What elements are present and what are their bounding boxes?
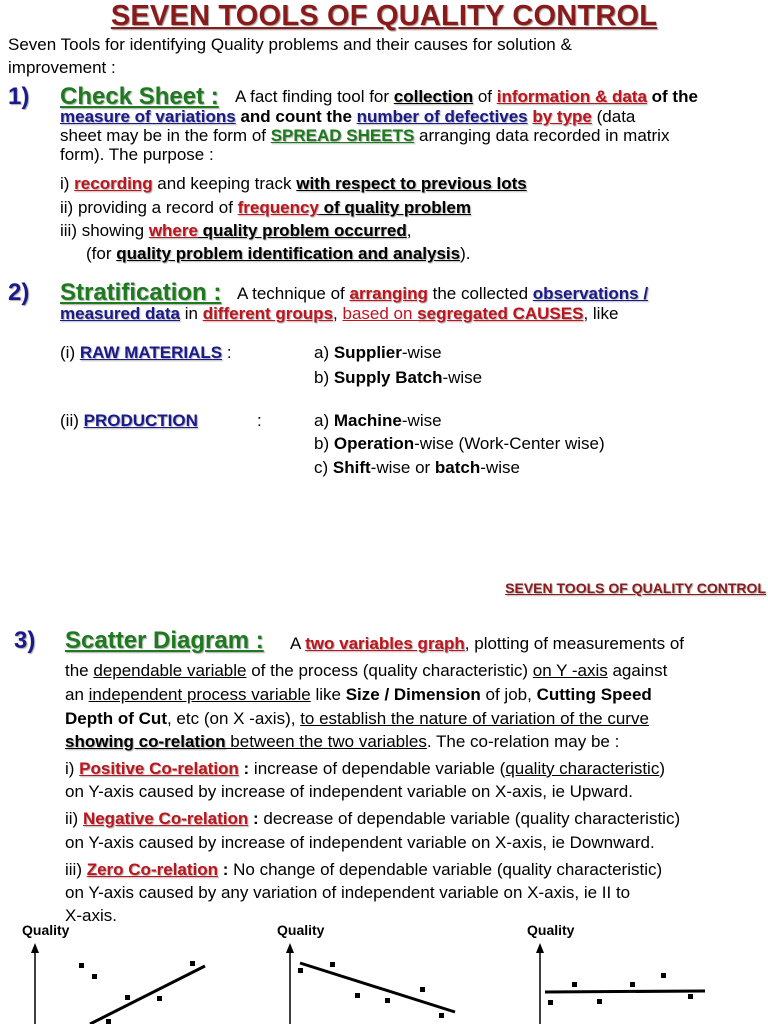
graph-3-point (688, 994, 693, 999)
graph-1-point (79, 963, 84, 968)
s1-item-2: ii) providing a record of frequency of quality problem (60, 198, 471, 217)
section-3-heading: Scatter Diagram : (65, 627, 264, 654)
graph-3-y-axis-arrow (536, 943, 544, 953)
section-3-number: 3) (14, 627, 36, 654)
graph-1-trend-line (90, 966, 205, 1024)
s3-line-1: A two variables graph, plotting of measurements of (290, 634, 685, 653)
s3-line-5: showing co-relation between the two variables. The co-relation may be : (65, 732, 620, 751)
s3-line-4: Depth of Cut, etc (on X -axis), to establish the nature of variation of the curve (65, 709, 649, 728)
graph-2-point (385, 998, 390, 1003)
s1-line-4: form). The purpose : (60, 145, 214, 164)
production-colon: : (257, 411, 262, 430)
intro-line-1: Seven Tools for identifying Quality problems and their causes for solution & (8, 35, 572, 54)
page-2-subtitle: SEVEN TOOLS OF QUALITY CONTROL (505, 580, 766, 596)
graph-2-point (355, 993, 360, 998)
graph-3-point (548, 1000, 553, 1005)
intro-line-2: improvement : (8, 58, 116, 77)
s1-line-1: A fact finding tool for collection of information & data of the (235, 87, 698, 106)
s2-line-1: A technique of arranging the collected observations / (237, 284, 649, 303)
section-2-heading: Stratification : (60, 279, 222, 306)
graph-2-point (439, 1013, 444, 1018)
s2-line-2: measured data in different groups, based on segregated CAUSES, like (60, 304, 619, 323)
graph-3-point (597, 999, 602, 1004)
production-item-b: b) Operation-wise (Work-Center wise) (314, 434, 605, 453)
zero-corelation-line-1: iii) Zero Co-relation : No change of dependable variable (quality characteristic) (65, 860, 663, 879)
s1-item-1: i) recording and keeping track with respect to previous lots (60, 174, 527, 193)
graph-3-point (630, 982, 635, 987)
graph-1-point (157, 996, 162, 1001)
production-item-c: c) Shift-wise or batch-wise (314, 458, 520, 477)
s1-item-4: (for quality problem identification and analysis). (86, 244, 471, 263)
zero-corelation-line-3: X-axis. (65, 906, 117, 925)
graph-2-point (420, 987, 425, 992)
graph-1-y-axis-arrow (31, 943, 39, 953)
raw-materials-item-b: b) Supply Batch-wise (314, 368, 483, 387)
graph-1-point (92, 974, 97, 979)
graph-3-trend-line (545, 991, 705, 992)
graph-3-y-label: Quality (527, 922, 575, 938)
positive-corelation-line-1: i) Positive Co-relation : increase of dependable variable (quality characteristic) (65, 759, 665, 778)
graph-1-point (190, 961, 195, 966)
raw-materials-item-a: a) Supplier-wise (314, 343, 442, 362)
s1-line-2: measure of variations and count the number of defectives by type (data (60, 107, 636, 126)
section-2-number: 2) (8, 279, 30, 306)
section-1-number: 1) (8, 83, 30, 110)
graph-2-y-axis-arrow (286, 943, 294, 953)
graph-2-point (330, 962, 335, 967)
s1-item-3: iii) showing where quality problem occurred, (60, 221, 412, 240)
page-title: SEVEN TOOLS OF QUALITY CONTROL (110, 0, 658, 32)
graph-2-point (298, 968, 303, 973)
negative-corelation-line-2: on Y-axis caused by increase of independent variable on X-axis, ie Downward. (65, 833, 655, 852)
zero-corelation-line-2: on Y-axis caused by any variation of independent variable on X-axis, ie II to (65, 883, 631, 902)
s3-line-2: the dependable variable of the process (quality characteristic) on Y -axis against (65, 661, 668, 680)
negative-corelation-line-1: ii) Negative Co-relation : decrease of dependable variable (quality characteristic) (65, 809, 681, 828)
positive-corelation-line-2: on Y-axis caused by increase of independent variable on X-axis, ie Upward. (65, 782, 633, 801)
graph-3-point (661, 973, 666, 978)
s1-line-3: sheet may be in the form of SPREAD SHEETS arranging data recorded in matrix (60, 126, 670, 145)
graph-1-y-label: Quality (22, 922, 70, 938)
graph-2-y-label: Quality (277, 922, 325, 938)
graph-2-trend-line (300, 963, 455, 1012)
raw-materials-label: (i) RAW MATERIALS : (60, 343, 232, 362)
production-item-a: a) Machine-wise (314, 411, 442, 430)
graph-1-point (106, 1019, 111, 1024)
section-1-heading: Check Sheet : (60, 83, 219, 110)
s3-line-3: an independent process variable like Size / Dimension of job, Cutting Speed (65, 685, 652, 704)
graph-1-point (125, 995, 130, 1000)
production-label: (ii) PRODUCTION (60, 411, 198, 430)
graph-3-point (572, 982, 577, 987)
